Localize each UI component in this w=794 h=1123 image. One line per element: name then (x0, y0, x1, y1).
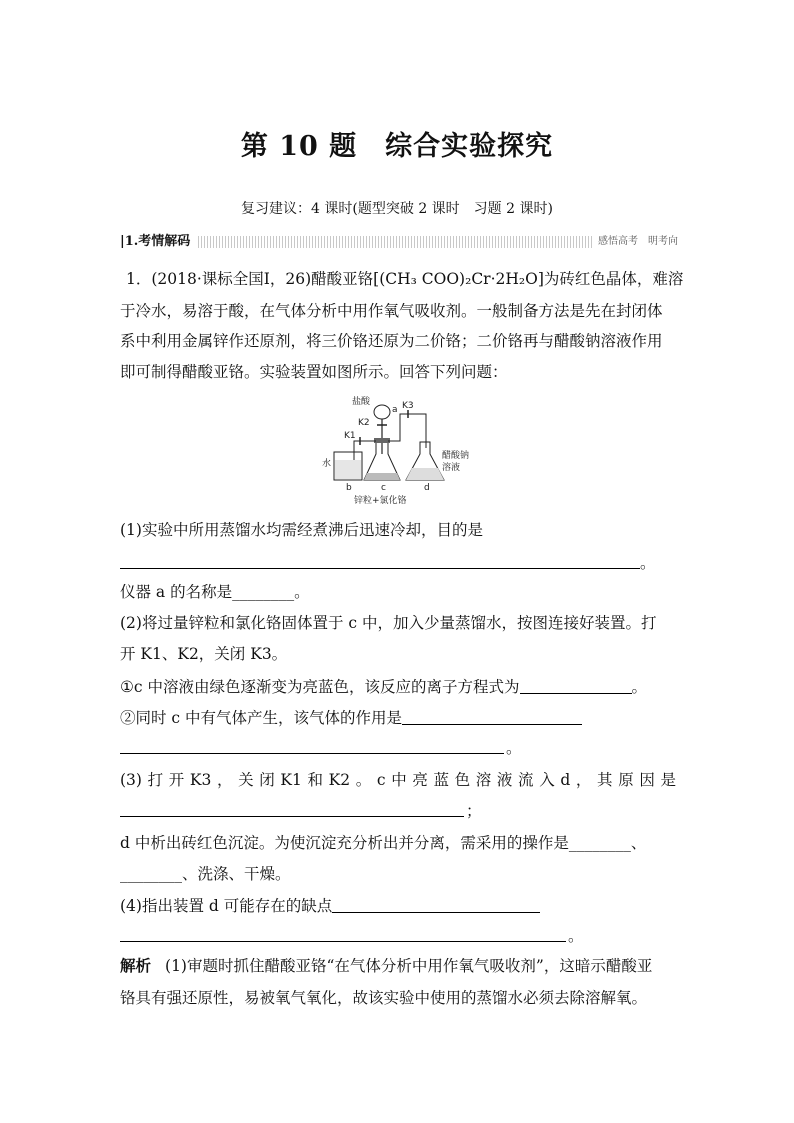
q3-operations-line-2: ________、洗涤、干燥。 (120, 865, 291, 883)
q2-prompt-line-2: 开 K1、K2，关闭 K3。 (120, 645, 288, 663)
q2-part1-text: ①c 中溶液由绿色逐渐变为亮蓝色，该反应的离子方程式为 (120, 678, 520, 696)
label-a: a (392, 405, 398, 415)
question-intro-line-4: 即可制得醋酸亚铬。实验装置如图所示。回答下列问题： (120, 363, 508, 381)
q2-part1 (120, 676, 647, 698)
q2-part2-blank-2[interactable] (120, 752, 504, 754)
flask-c-contents (364, 473, 400, 480)
label-naac-1: 醋酸钠 (442, 451, 470, 461)
label-c: c (381, 483, 386, 493)
q3-answer-blank[interactable] (120, 815, 464, 817)
label-b: b (346, 483, 352, 493)
label-water: 水 (322, 459, 332, 469)
page-title: 第 10 题 综合实验探究 (240, 131, 554, 162)
flask-c-stopper (374, 438, 390, 443)
label-naac-2: 溶液 (442, 463, 461, 473)
analysis-line-1 (120, 955, 652, 977)
q2-part2 (120, 707, 582, 729)
study-suggestion: 复习建议：4 课时(题型突破 2 课时 习题 2 课时) (241, 201, 553, 217)
q4-end: 。 (568, 927, 584, 945)
q1-prompt: (1)实验中所用蒸馏水均需经煮沸后迅速冷却，目的是 (120, 521, 483, 539)
q1-instrument-name: 仪器 a 的名称是________。 (120, 583, 310, 601)
q2-part1-blank[interactable] (520, 677, 632, 694)
label-hcl: 盐酸 (352, 397, 371, 407)
apparatus-diagram (320, 392, 480, 510)
question-intro-line-2: 于冷水，易溶于酸，在气体分析中用作氧气吸收剂。一般制备方法是先在封闭体 (120, 302, 663, 320)
funnel-bulb (374, 405, 390, 419)
q4 (120, 895, 540, 917)
q2-part2-end: 。 (506, 739, 522, 757)
q2-part1-end: 。 (631, 678, 648, 696)
section-tag: 感悟高考 明考向 (592, 235, 678, 249)
q1-end: 。 (640, 554, 656, 572)
q4-blank-1[interactable] (332, 896, 540, 913)
question-intro-line-1: 1．(2018·课标全国Ⅰ，26)醋酸亚铬[(CH₃ COO)₂Cr·2H₂O]为砖红色晶体，难溶 (126, 270, 684, 288)
q2-part2-blank-1[interactable] (402, 708, 582, 725)
q2-part2-text: ②同时 c 中有气体产生，该气体的作用是 (120, 709, 403, 727)
q2-prompt-line-1: (2)将过量锌粒和氯化铬固体置于 c 中，加入少量蒸馏水，按图连接好装置。打 (120, 614, 657, 632)
question-intro-line-3: 系中利用金属锌作还原剂，将三价铬还原为二价铬；二价铬再与醋酸钠溶液作用 (120, 332, 663, 350)
q3-end: ； (466, 802, 482, 820)
q4-text: (4)指出装置 d 可能存在的缺点 (120, 897, 333, 915)
label-k1: K1 (344, 431, 356, 441)
beaker-b-water (335, 460, 361, 479)
section-header (120, 234, 678, 250)
label-d: d (424, 483, 430, 493)
q3-prompt: (3)打开K3，关闭K1和K2。c中亮蓝色溶液流入d，其原因是 (120, 771, 676, 789)
label-k2: K2 (358, 418, 370, 428)
analysis-text-1: (1)审题时抓住醋酸亚铬“在气体分析中用作氧气吸收剂”，这暗示醋酸亚 (165, 957, 653, 975)
q3-operations-line-1: d 中析出砖红色沉淀。为使沉淀充分析出并分离，需采用的操作是________、 (120, 834, 647, 852)
label-k3: K3 (402, 401, 414, 411)
section-label: |1.考情解码 (120, 234, 196, 250)
label-zn-crcl3: 锌粒+氯化铬 (354, 496, 407, 506)
analysis-line-2: 铬具有强还原性，易被氧气氧化，故该实验中使用的蒸馏水必须去除溶解氧。 (120, 989, 648, 1007)
flask-d-contents (406, 468, 444, 480)
q1-answer-blank[interactable] (120, 567, 640, 569)
analysis-label: 解析 (120, 956, 152, 975)
q4-blank-2[interactable] (120, 940, 566, 942)
